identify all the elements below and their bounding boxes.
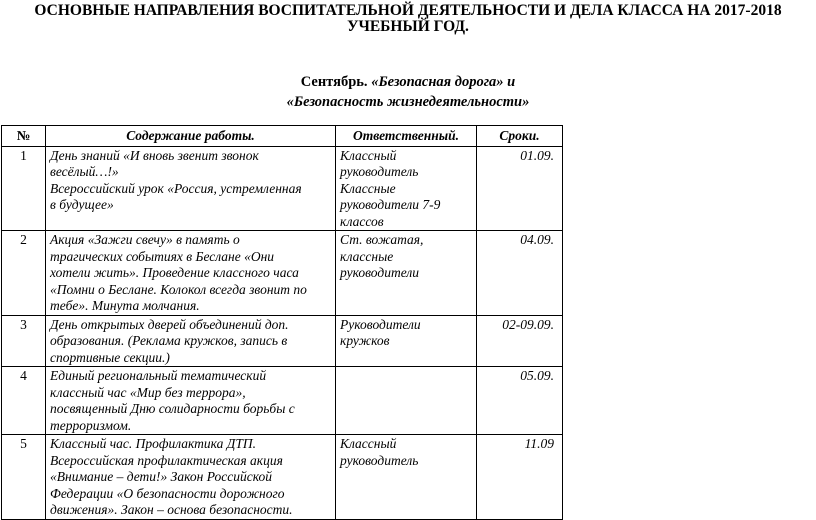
row-responsible: [336, 435, 477, 520]
title-line-1: ОСНОВНЫЕ НАПРАВЛЕНИЯ ВОСПИТАТЕЛЬНОЙ ДЕЯТЕЛЬНОСТИ И ДЕЛА КЛАССА НА 2017-2018: [34, 2, 782, 19]
responsible-line: руководитель: [340, 164, 419, 179]
content-line: тебе». Минута молчания.: [50, 298, 200, 313]
row-responsible: [336, 231, 477, 316]
content-line: День открытых дверей объединений доп.: [50, 316, 289, 332]
content-line: спортивные секции.): [50, 349, 170, 365]
theme-line-2: «Безопасность жизнедеятельности»: [286, 94, 530, 110]
content-line: «Внимание – дети!» Закон Российской: [50, 469, 273, 484]
content-line: Классный час. Профилактика ДТП.: [50, 436, 256, 451]
content-line: День знаний «И вновь звенит звонок: [50, 147, 259, 163]
table-row: [2, 435, 563, 520]
content-line: Всероссийский урок «Россия, устремленная: [50, 180, 302, 196]
row-number: 1: [2, 146, 46, 231]
section-heading-line-1: [0, 72, 816, 92]
content-line: весёлый…!»: [50, 164, 119, 179]
activities-table: [1, 125, 563, 520]
responsible-line: Классный: [340, 147, 397, 163]
row-dates: 01.09.: [477, 146, 563, 231]
row-number: 2: [2, 231, 46, 316]
content-line: движения». Закон – основа безопасности.: [50, 502, 293, 517]
month-label: Сентябрь.: [300, 74, 368, 90]
row-dates: 04.09.: [477, 231, 563, 316]
table-body: [2, 146, 563, 519]
table-row: [2, 315, 563, 367]
row-content: [46, 146, 336, 231]
row-content: [46, 435, 336, 520]
row-content: [46, 367, 336, 435]
table-row: [2, 146, 563, 231]
responsible-line: руководители: [340, 265, 419, 280]
table-header-row: [2, 126, 563, 147]
content-line: «Помни о Беслане. Колокол всегда звонит по: [50, 281, 307, 297]
content-line: Федерации «О безопасности дорожного: [50, 485, 285, 501]
content-line: хотели жить». Проведение классного часа: [50, 265, 299, 280]
row-responsible: [336, 315, 477, 367]
row-content: [46, 315, 336, 367]
header-content: Содержание работы.: [46, 126, 336, 147]
responsible-line: Классные: [340, 180, 396, 196]
content-line: в будущее»: [50, 197, 114, 212]
row-dates: 05.09.: [477, 367, 563, 435]
title-line-2: УЧЕБНЫЙ ГОД.: [347, 18, 469, 35]
row-number: 3: [2, 315, 46, 367]
responsible-line: руководители 7-9: [340, 197, 441, 212]
row-dates: 11.09: [477, 435, 563, 520]
theme-line-1: «Безопасная дорога» и: [371, 74, 516, 90]
responsible-line: Ст. вожатая,: [340, 232, 424, 247]
responsible-line: Классный: [340, 436, 397, 451]
row-number: 5: [2, 435, 46, 520]
row-content: [46, 231, 336, 316]
content-line: посвященный Дню солидарности борьбы с: [50, 401, 295, 416]
section-heading-line-2: [0, 92, 816, 112]
content-line: трагических событиях в Беслане «Они: [50, 248, 275, 264]
content-line: Всероссийская профилактическая акция: [50, 452, 283, 468]
content-line: терроризмом.: [50, 417, 132, 433]
table-row: [2, 367, 563, 435]
header-dates: Сроки.: [477, 126, 563, 147]
table-row: [2, 231, 563, 316]
row-responsible: [336, 367, 477, 435]
header-num: №: [2, 126, 46, 147]
row-number: 4: [2, 367, 46, 435]
content-line: Единый региональный тематический: [50, 368, 267, 383]
content-line: классный час «Мир без террора»,: [50, 384, 246, 400]
content-line: образования. (Реклама кружков, запись в: [50, 333, 288, 348]
content-line: Акция «Зажги свечу» в память о: [50, 232, 240, 247]
row-dates: 02-09.09.: [477, 315, 563, 367]
responsible-line: руководитель: [340, 452, 419, 468]
header-responsible: Ответственный.: [336, 126, 477, 147]
responsible-line: кружков: [340, 333, 390, 348]
responsible-line: классов: [340, 213, 384, 229]
responsible-line: Руководители: [340, 316, 421, 332]
responsible-line: классные: [340, 248, 394, 264]
row-responsible: [336, 146, 477, 231]
